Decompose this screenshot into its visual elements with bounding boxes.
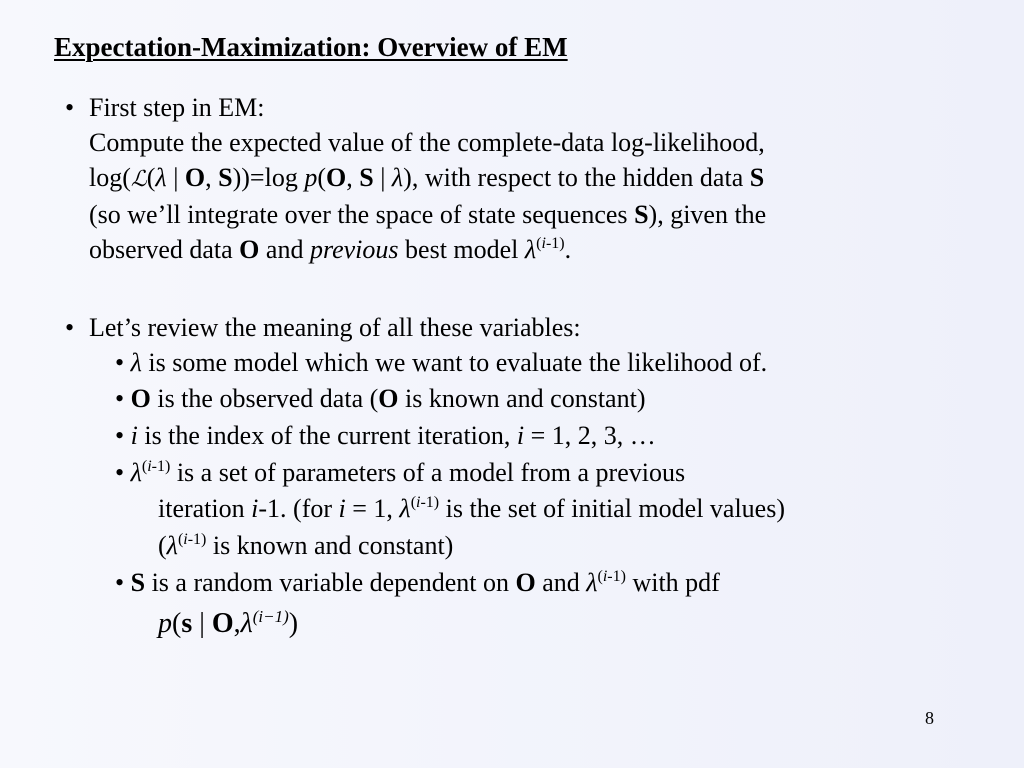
bullet1-lead: First step in EM: bbox=[89, 93, 265, 122]
sub-bullet-previous-model-cont2: ($\lambda^{(i-1)}$ is known and constant) bbox=[158, 531, 454, 560]
bullet1-line3: (so we’ll integrate over the space of state sequences S), given the bbox=[89, 200, 767, 229]
bullet-review-variables bbox=[65, 310, 1005, 345]
bullet-marker: • bbox=[65, 93, 75, 122]
bullet1-line4: observed data O and previous best model $\lambda^{(i-1)}$. bbox=[89, 235, 572, 264]
sub-bullet-observed: • O is the observed data (O is known and constant) bbox=[115, 384, 646, 413]
bullet2-lead: Let’s review the meaning of all these variables: bbox=[89, 313, 581, 342]
sub-bullet-index: • i is the index of the current iteration, i = 1, 2, 3, … bbox=[115, 421, 656, 450]
sub-bullet-previous-model-cont1: iteration i-1. (for i = 1, $\lambda^{(i-1)}$ is the set of initial model values) bbox=[158, 494, 785, 523]
page-number: 8 bbox=[925, 708, 934, 728]
bullet-marker: • bbox=[65, 313, 75, 342]
sub-bullet-previous-model: • $\lambda^{(i-1)}$ is a set of parameters of a model from a previous bbox=[115, 458, 686, 487]
sub-bullet-lambda: • λ is some model which we want to evaluate the likelihood of. bbox=[115, 348, 768, 377]
bullet1-line2: log(ℒ(λ | O, S))=log p(O, S | λ), with respect to the hidden data S bbox=[89, 163, 765, 192]
slide-title: Expectation-Maximization: Overview of EM bbox=[54, 32, 568, 62]
pdf-formula: p(s | $O,\lambda^{(i-1)}$) bbox=[158, 607, 299, 639]
bullet-first-step bbox=[65, 90, 1005, 267]
sub-bullet-random-variable: • S is a random variable dependent on O and $\lambda^{(i-1)}$ with pdf bbox=[115, 568, 720, 597]
bullet1-line1: Compute the expected value of the complete-data log-likelihood, bbox=[89, 128, 765, 157]
